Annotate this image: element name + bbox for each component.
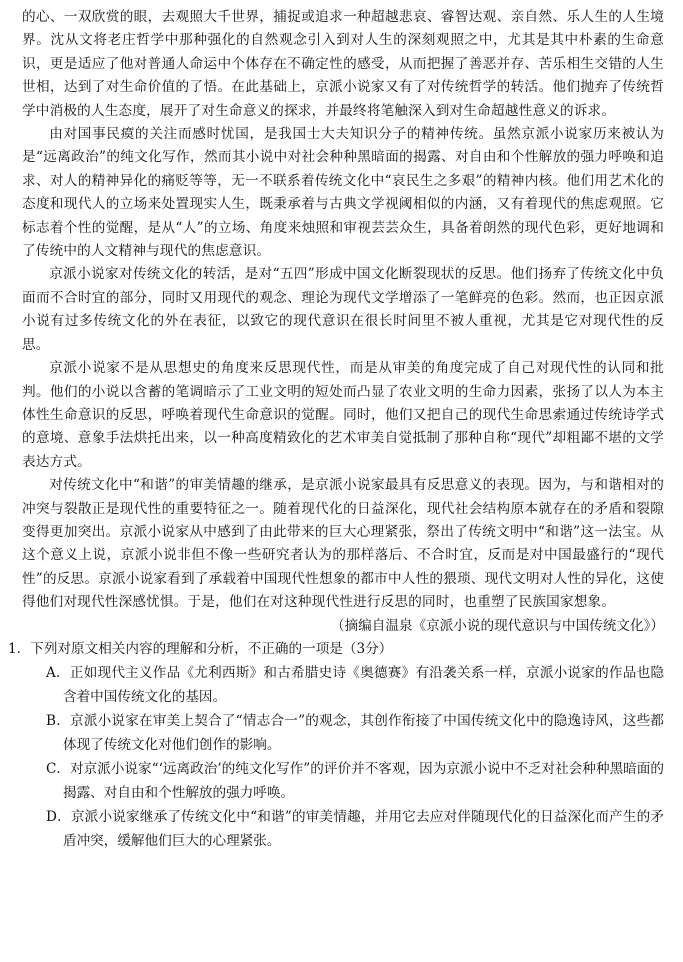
option-a: A．正如现代主义作品《尤利西斯》和古希腊史诗《奥德赛》有沿袭关系一样，京派小说家的作品也隐含着中国传统文化的基因。	[46, 665, 664, 706]
paragraph-1: 的心、一双欣赏的眼，去观照大千世界，捕捉或追求一种超越悲哀、睿智达观、亲自然、乐人生的人生境界。沈从文将老庄哲学中那种强化的自然观念引入到对人生的深刻观照之中，尤其是其中朴素的生命意识，更是适应了他对普通人命运中个体存在不确定性的感受，从而把握了善恶并存、苦乐相生交错的人生世相，达到了对生命价值的了悟。在此基础上，京派小说家又有了对传统哲学的转活。他们抛弃了传统哲学中消极的人生态度，展开了对生命意义的探求，并最终将笔触深入到对生命超越性意义的诉求。	[22, 9, 664, 119]
option-d: D．京派小说家继承了传统文化中“和谐”的审美情趣，并用它去应对伴随现代化的日益深化而产生的矛盾冲突，缓解他们巨大的心理紧张。	[46, 809, 664, 850]
question-stem: 1．下列对原文相关内容的理解和分析，不正确的一项是（3分）	[8, 640, 393, 657]
option-c: C．对京派小说家“‘远离政治’的纯文化写作”的评价并不客观，因为京派小说中不乏对社会种种黑暗面的揭露、对自由和个性解放的强力呼唤。	[46, 761, 664, 802]
paragraph-3: 京派小说家对传统文化的转活，是对“五四”形成中国文化断裂现状的反思。他们扬弃了传统文化中负面而不合时宜的部分，同时又用现代的观念、理论为现代文学增添了一笔鲜亮的色彩。然而，也正因京派小说有过多传统文化的外在表征，以致它的现代意识在很长时间里不被人重视，尤其是它对现代性的反思。	[22, 266, 664, 353]
document-page	[8, 6, 664, 853]
option-b: B．京派小说家在审美上契合了“情志合一”的观念，其创作衔接了中国传统文化中的隐逸诗风，这些都体现了传统文化对他们创作的影响。	[46, 713, 664, 754]
paragraph-4: 京派小说家不是从思想史的角度来反思现代性，而是从审美的角度完成了自己对现代性的认同和批判。他们的小说以含蓄的笔调暗示了工业文明的短处而凸显了农业文明的生命力因素，张扬了以人为本主体性生命意识的反思，呼唤着现代生命意识的觉醒。同时，他们又把自己的现代生命思索通过传统诗学式的意境、意象手法烘托出来，以一种高度精致化的艺术审美自觉抵制了那种自称“现代”却粗鄙不堪的文学表达方式。	[22, 360, 664, 470]
paragraph-5: 对传统文化中“和谐”的审美情趣的继承，是京派小说家最具有反思意义的表现。因为，与和谐相对的冲突与裂散正是现代性的重要特征之一。随着现代化的日益深化，现代社会结构原本就存在的矛盾和裂隙变得更加突出。京派小说家从中感到了由此带来的巨大心理紧张，祭出了传统文明中“和谐”这一法宝。从这个意义上说，京派小说非但不像一些研究者认为的那样落后、不合时宜，反而是对中国最盛行的“现代性”的反思。京派小说家看到了承载着中国现代性想象的都市中人性的猥琐、现代文明对人性的异化，这使得他们对现代性深感忧惧。于是，他们在对这种现代性进行反思的同时，也重塑了民族国家想象。	[22, 477, 664, 611]
paragraph-2: 由对国事民瘼的关注而感时忧国，是我国士大夫知识分子的精神传统。虽然京派小说家历来被认为是“远离政治”的纯文化写作，然而其小说中对社会种种黑暗面的揭露、对自由和个性解放的强力呼唤和追求、对人的精神异化的痛贬等等，无一不联系着传统文化中“哀民生之多艰”的精神内核。他们用艺术化的态度和现代人的立场来处置现实人生，既秉承着与古典文学视阈相似的内涵，又有着现代的焦虑观照。它标志着个性的觉醒，是从“人”的立场、角度来烛照和审视芸芸众生，具备着朗然的现代色彩，更好地调和了传统中的人文精神与现代的焦虑意识。	[22, 126, 664, 260]
source-citation: （摘编自温泉《京派小说的现代意识与中国传统文化》）	[330, 617, 664, 634]
